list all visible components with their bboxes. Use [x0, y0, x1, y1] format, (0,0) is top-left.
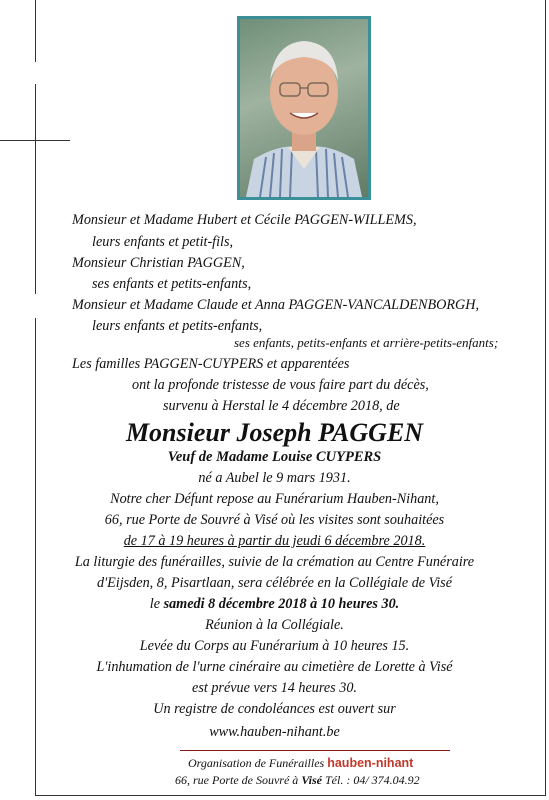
website-link[interactable]: www.hauben-nihant.be: [209, 724, 340, 740]
brand-logo-text: hauben-nihant: [327, 756, 414, 770]
cross-horizontal-bar: [0, 140, 70, 141]
levee-line: Levée du Corps au Funérarium à 10 heures 15.: [139, 638, 410, 654]
repose-line-2: 66, rue Porte de Souvré à Visé où les visites sont souhaitées: [104, 512, 445, 528]
family-line-7: ses enfants, petits-enfants et arrière-petits-enfants;: [234, 335, 499, 350]
reunion-line: Réunion à la Collégiale.: [205, 617, 344, 633]
footer-city: Visé: [301, 773, 322, 787]
ceremony-date: samedi 8 décembre 2018 à 10 heures 30.: [163, 596, 400, 612]
ceremony-date-line: [0, 596, 549, 612]
ceremony-date-prefix: le: [149, 596, 164, 612]
footer-org-prefix: Organisation de Funérailles: [188, 756, 328, 770]
family-line-8: Les familles PAGGEN-CUYPERS et apparentées: [72, 356, 350, 372]
family-line-6: leurs enfants et petits-enfants,: [92, 318, 263, 334]
visits-line: de 17 à 19 heures à partir du jeudi 6 décembre 2018.: [123, 533, 426, 549]
announcement-line-1: ont la profonde tristesse de vous faire part du décès,: [132, 377, 429, 393]
family-line-4: ses enfants et petits-enfants,: [92, 276, 252, 292]
frame-left-border-top: [35, 0, 36, 62]
family-line-1: Monsieur et Madame Hubert et Cécile PAGGEN-WILLEMS,: [72, 212, 417, 228]
footer-address-prefix: 66, rue Porte de Souvré à: [175, 773, 302, 787]
deceased-name: Monsieur Joseph PAGGEN: [125, 418, 424, 447]
family-line-2: leurs enfants et petit-fils,: [92, 234, 234, 250]
cross-vertical-bar: [35, 84, 36, 294]
widower-line: Veuf de Madame Louise CUYPERS: [167, 449, 382, 465]
footer-address: [175, 773, 420, 787]
liturgy-line-1: La liturgie des funérailles, suivie de la crémation au Centre Funéraire: [74, 554, 475, 570]
family-line-5: Monsieur et Madame Claude et Anna PAGGEN-VANCALDENBORGH,: [72, 297, 480, 313]
family-line-3: Monsieur Christian PAGGEN,: [72, 255, 245, 271]
registry-line: Un registre de condoléances est ouvert sur: [153, 701, 396, 717]
inhumation-line-2: est prévue vers 14 heures 30.: [192, 680, 357, 696]
footer-organisation: [188, 756, 413, 770]
liturgy-line-2: d'Eijsden, 8, Pisartlaan, sera célébrée en la Collégiale de Visé: [96, 575, 453, 591]
announcement-line-2: survenu à Herstal le 4 décembre 2018, de: [163, 398, 400, 414]
footer-divider: [180, 750, 450, 751]
portrait-photo: [237, 16, 371, 200]
footer-phone: Tél. : 04/ 374.04.92: [321, 773, 420, 787]
repose-line-1: Notre cher Défunt repose au Funérarium Hauben-Nihant,: [110, 491, 439, 507]
birth-line: né a Aubel le 9 mars 1931.: [198, 470, 351, 486]
inhumation-line-1: L'inhumation de l'urne cinéraire au cimetière de Lorette à Visé: [96, 659, 453, 675]
